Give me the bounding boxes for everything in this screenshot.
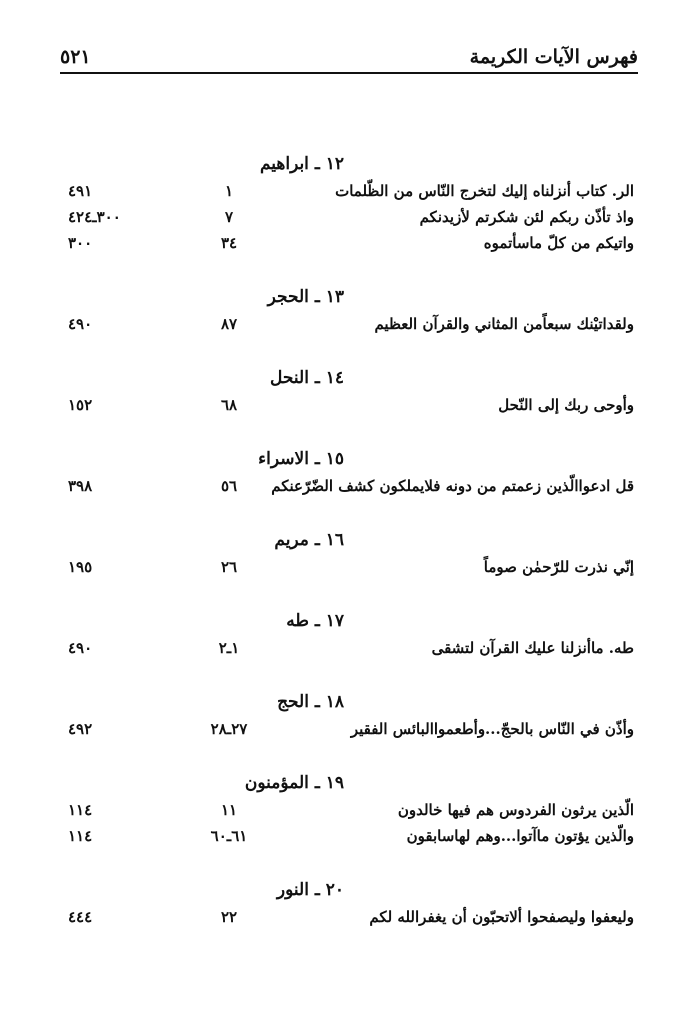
header-rule <box>60 72 638 74</box>
surah-heading: ١٩ ـ المؤمنون <box>244 773 344 793</box>
page-reference: ١١٤ <box>68 827 93 845</box>
surah-section <box>68 688 634 742</box>
verse-row <box>68 635 634 661</box>
verse-row <box>68 178 634 204</box>
ayah-number: ٢٢ <box>220 908 238 926</box>
ayah-number: ٨٧ <box>220 315 238 333</box>
page-reference: ٤٩٠ <box>68 315 93 333</box>
verse-text: قل ادعواالّذين زعمتم من دونه فلايملكون كشف الضّرّعنكم <box>271 477 634 495</box>
ayah-number: ٦٨ <box>220 396 238 414</box>
page-reference: ٣٠٠ـ٤٢٤ <box>68 208 121 226</box>
surah-section <box>68 607 634 661</box>
verse-text: طه. ماأنزلنا عليك القرآن لتشقى <box>431 639 634 657</box>
verse-row <box>68 904 634 930</box>
ayah-number: ١ <box>224 182 234 200</box>
verse-text: وأوحى ربك إلى النّحل <box>498 396 634 414</box>
ayah-number: ٧ <box>224 208 234 226</box>
verse-index <box>68 150 634 957</box>
surah-heading: ١٤ ـ النحل <box>270 368 344 388</box>
page-reference: ٣٩٨ <box>68 477 93 495</box>
verse-text: وليعفوا وليصفحوا ألاتحبّون أن يغفرالله لكم <box>369 908 634 926</box>
ayah-number: ٢٦ <box>220 558 238 576</box>
verse-text: واذ تأذّن ربكم لئن شكرتم لأزيدنكم <box>419 208 634 226</box>
page-reference: ١٩٥ <box>68 558 93 576</box>
verse-row <box>68 823 634 849</box>
verse-text: واتيكم من كلّ ماسأتموه <box>483 234 634 252</box>
ayah-number: ٥٦ <box>220 477 238 495</box>
verse-row <box>68 230 634 256</box>
surah-heading: ١٦ ـ مريم <box>274 530 344 550</box>
ayah-number: ٢٧ـ٢٨ <box>210 720 248 738</box>
verse-text: وأذّن في النّاس بالحجّ...وأطعمواالبائس الفقير <box>350 720 634 738</box>
surah-heading: ١٨ ـ الحج <box>277 692 344 712</box>
surah-section <box>68 526 634 580</box>
page-reference: ١١٤ <box>68 801 93 819</box>
surah-heading: ١٣ ـ الحجر <box>267 287 344 307</box>
verse-row <box>68 311 634 337</box>
surah-section <box>68 150 634 256</box>
surah-section <box>68 445 634 499</box>
verse-row <box>68 204 634 230</box>
running-header <box>60 38 638 68</box>
surah-heading: ١٢ ـ ابراهيم <box>259 154 344 174</box>
verse-row <box>68 554 634 580</box>
ayah-number: ٦١ـ٦٠ <box>210 827 248 845</box>
surah-section <box>68 769 634 849</box>
surah-section <box>68 283 634 337</box>
verse-row <box>68 392 634 418</box>
page-reference: ٣٠٠ <box>68 234 93 252</box>
verse-row <box>68 797 634 823</box>
page-reference: ٤٤٤ <box>68 908 93 926</box>
verse-text: والّذين يؤتون ماآتوا...وهم لهاسابقون <box>406 827 634 845</box>
surah-heading: ٢٠ ـ النور <box>276 880 344 900</box>
verse-text: ولقداتيْنك سبعاًمن المثاني والقرآن العظيم <box>374 315 634 333</box>
page-reference: ١٥٢ <box>68 396 93 414</box>
verse-text: إنّي نذرت للرّحمٰن صوماً <box>483 558 634 576</box>
surah-section <box>68 364 634 418</box>
surah-section <box>68 876 634 930</box>
verse-text: الّذين يرثون الفردوس هم فيها خالدون <box>397 801 634 819</box>
ayah-number: ٣٤ <box>220 234 238 252</box>
page-reference: ٤٩١ <box>68 182 93 200</box>
ayah-number: ١ـ٢ <box>218 639 240 657</box>
verse-row <box>68 716 634 742</box>
surah-heading: ١٥ ـ الاسراء <box>258 449 344 469</box>
verse-row <box>68 473 634 499</box>
page-number: ٥٢١ <box>60 46 91 68</box>
page-reference: ٤٩٢ <box>68 720 93 738</box>
page-reference: ٤٩٠ <box>68 639 93 657</box>
ayah-number: ١١ <box>220 801 238 819</box>
verse-text: الر. كتاب أنزلناه إليك لتخرج النّاس من الظّلمات <box>335 182 634 200</box>
page-title: فهرس الآيات الكريمة <box>469 46 638 68</box>
surah-heading: ١٧ ـ طه <box>286 611 344 631</box>
